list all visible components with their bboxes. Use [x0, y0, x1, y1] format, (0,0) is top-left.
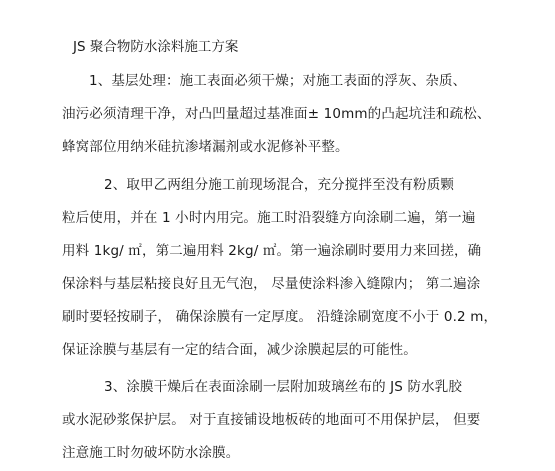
paragraph-1-line-3: 蜂窝部位用纳米硅抗渗堵漏剂或水泥修补平整。 — [62, 139, 349, 155]
paragraph-3-line-2: 或水泥砂浆保护层。 对于直接铺设地板砖的地面可不用保护层， 但要 — [62, 412, 481, 428]
paragraph-2-line-2: 粒后使用，并在 1 小时内用完。施工时沿裂缝方向涂刷二遍，第一遍 — [62, 210, 476, 226]
document-title: JS 聚合物防水涂料施工方案 — [73, 39, 239, 55]
paragraph-1-line-2: 油污必须清理干净，对凸凹量超过基准面± 10mm的凸起坑洼和疏松、 — [62, 106, 491, 122]
paragraph-3-line-1: 3、涂膜干燥后在表面涂刷一层附加玻璃丝布的 JS 防水乳胶 — [104, 379, 463, 395]
paragraph-2-line-5: 刷时要轻按刷子， 确保涂膜有一定厚度。 沿缝涂刷宽度不小于 0.2 m， — [62, 309, 498, 325]
paragraph-2-line-4: 保涂料与基层粘接良好且无气泡， 尽量使涂料渗入缝隙内； 第二遍涂 — [62, 276, 481, 292]
paragraph-2-line-1: 2、取甲乙两组分施工前现场混合，充分搅拌至没有粉质颗 — [104, 177, 454, 193]
paragraph-3-line-3: 注意施工时勿破坏防水涂膜。 — [62, 445, 240, 461]
paragraph-1-line-1: 1、基层处理：施工表面必须干燥；对施工表面的浮灰、杂质、 — [89, 73, 467, 89]
paragraph-2-line-6: 保证涂膜与基层有一定的结合面，减少涂膜起层的可能性。 — [62, 342, 417, 358]
paragraph-2-line-3: 用料 1kg/ ㎡，第二遍用料 2kg/ ㎡。第一遍涂刷时要用力来回搓，确 — [62, 243, 482, 259]
